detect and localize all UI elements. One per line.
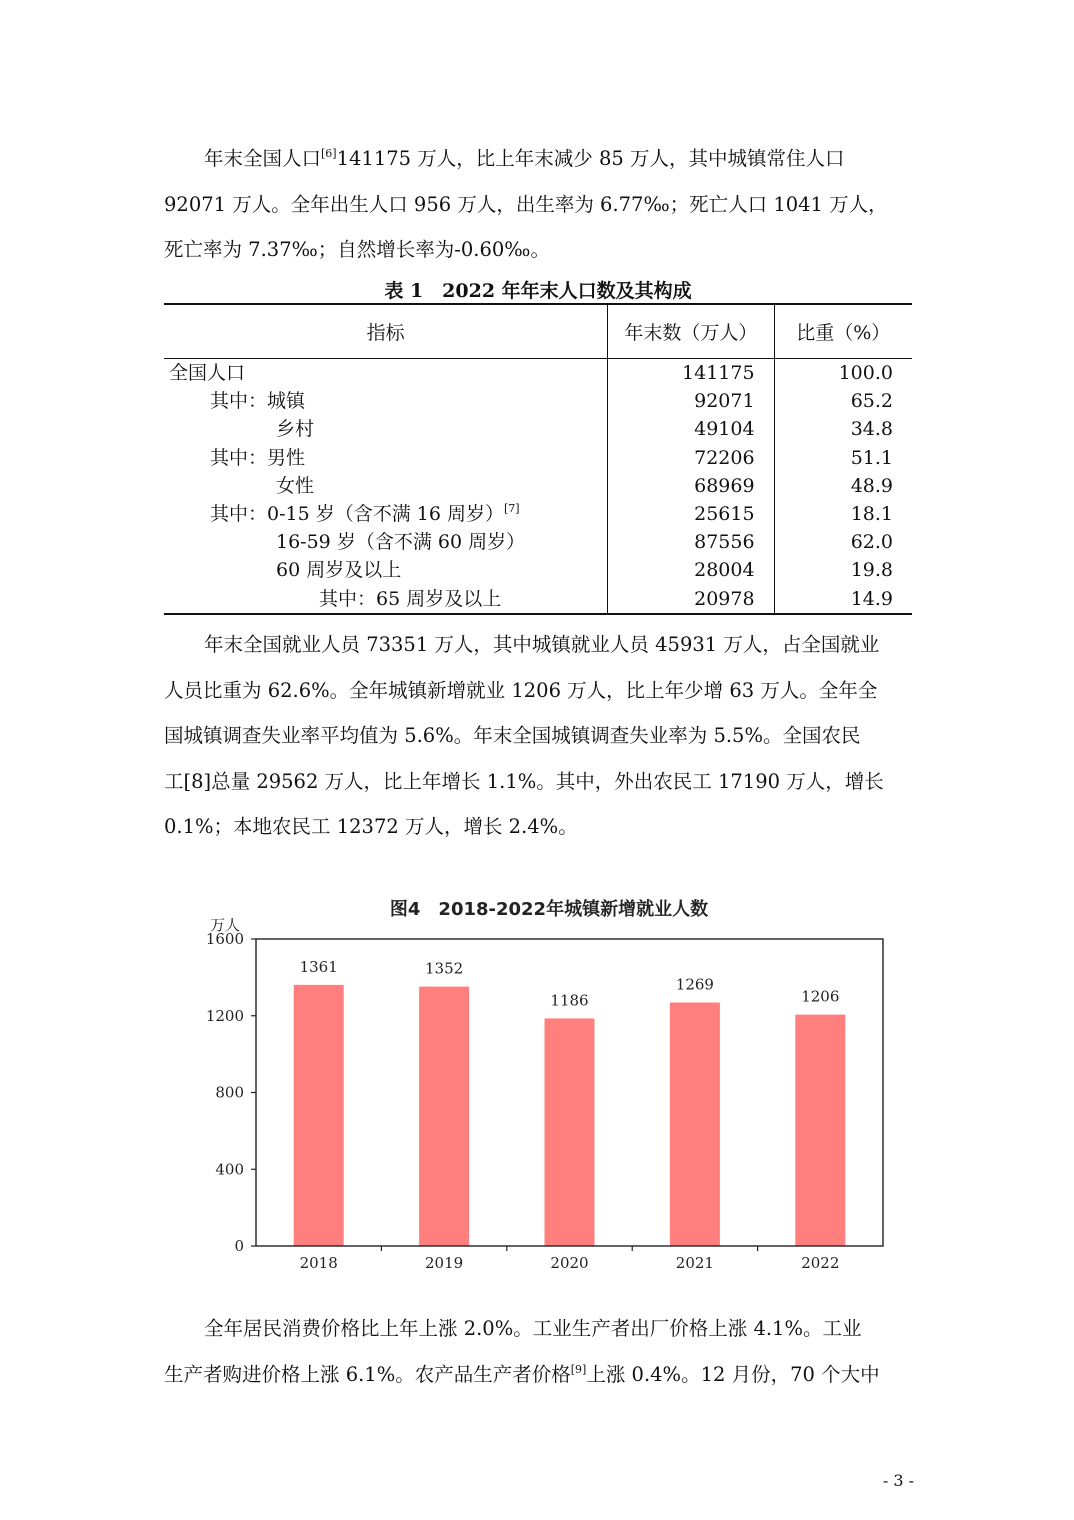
population-paragraph <box>164 136 912 273</box>
paragraph-line: 年末全国人口[6]141175 万人，比上年末减少 85 万人，其中城镇常住人口 <box>204 147 845 170</box>
row-share: 65.2 <box>774 387 912 415</box>
x-tick-label: 2021 <box>675 1254 714 1272</box>
row-label: 其中：男性 <box>210 446 306 469</box>
row-share: 51.1 <box>774 444 912 472</box>
x-tick-label: 2018 <box>299 1254 338 1272</box>
footnote-ref[interactable]: [7] <box>503 502 520 516</box>
paragraph-line: 生产者购进价格上涨 6.1%。农产品生产者价格[9]上涨 0.4%。12 月份，70 个大中 <box>164 1362 880 1386</box>
employment-paragraph <box>164 622 912 850</box>
row-label: 乡村 <box>276 418 315 441</box>
table-row <box>164 415 912 443</box>
table-row <box>164 500 912 528</box>
row-label: 16-59 岁（含不满 60 周岁） <box>276 531 526 554</box>
paragraph-line: 全年居民消费价格比上年上涨 2.0%。工业生产者出厂价格上涨 4.1%。工业 <box>204 1317 862 1340</box>
table-row <box>164 387 912 415</box>
bars-group <box>294 985 846 1246</box>
prices-paragraph <box>164 1306 912 1397</box>
table-header-row <box>164 304 912 359</box>
row-label: 60 周岁及以上 <box>276 559 402 582</box>
footnote-ref[interactable]: [6] <box>321 147 337 160</box>
row-value: 28004 <box>608 556 774 584</box>
row-label: 其中：0-15 岁（含不满 16 周岁）[7] <box>210 502 520 526</box>
population-table <box>164 303 912 615</box>
table-row <box>164 444 912 472</box>
table-row <box>164 472 912 500</box>
data-label: 1206 <box>801 987 840 1006</box>
row-label: 其中：65 周岁及以上 <box>164 585 608 614</box>
row-value: 87556 <box>608 528 774 556</box>
table-row <box>164 556 912 584</box>
y-tick-label: 400 <box>215 1160 244 1179</box>
row-share: 100.0 <box>774 359 912 388</box>
table-row <box>164 359 912 388</box>
chart-title: 图4 2018-2022年城镇新增就业人数 <box>389 899 709 920</box>
bar-2022 <box>795 1015 845 1246</box>
data-label: 1352 <box>425 959 464 978</box>
paragraph-line: 死亡率为 7.37‰；自然增长率为-0.60‰。 <box>164 238 550 261</box>
row-share: 48.9 <box>774 472 912 500</box>
row-share: 62.0 <box>774 528 912 556</box>
header-share: 比重（%） <box>774 304 912 359</box>
paragraph-line: 人员比重为 62.6%。全年城镇新增就业 1206 万人，比上年少增 63 万人。全年全 <box>164 678 878 702</box>
data-label: 1361 <box>299 957 338 976</box>
row-label: 全国人口 <box>169 362 246 385</box>
page-number: - 3 - <box>882 1471 914 1490</box>
table-title: 表 1 2022 年年末人口数及其构成 <box>384 280 692 302</box>
paragraph-line: 国城镇调查失业率平均值为 5.6%。年末全国城镇调查失业率为 5.5%。全国农民 <box>164 724 861 747</box>
y-tick-label: 0 <box>234 1237 244 1255</box>
row-share: 19.8 <box>774 556 912 584</box>
paragraph-line: 年末全国就业人员 73351 万人，其中城镇就业人员 45931 万人，占全国就业 <box>204 633 880 656</box>
y-tick-label: 1200 <box>205 1006 244 1025</box>
x-tick-label: 2022 <box>801 1254 840 1272</box>
x-tick-label: 2020 <box>550 1254 589 1272</box>
x-tick-label: 2019 <box>425 1254 464 1272</box>
bar-2021 <box>670 1003 720 1246</box>
y-tick-label: 800 <box>215 1083 244 1102</box>
data-label: 1269 <box>675 975 714 994</box>
header-year-end-count: 年末数（万人） <box>608 304 774 359</box>
row-label: 女性 <box>276 474 315 497</box>
table-row <box>164 585 912 614</box>
data-label: 1186 <box>550 991 589 1010</box>
y-tick-label: 1600 <box>205 930 244 948</box>
employment-chart <box>175 884 896 1284</box>
row-value: 49104 <box>608 415 774 443</box>
footnote-ref[interactable]: [9] <box>570 1362 587 1376</box>
row-value: 68969 <box>608 472 774 500</box>
y-axis-label: 万人 <box>209 916 241 934</box>
paragraph-line: 92071 万人。全年出生人口 956 万人，出生率为 6.77‰；死亡人口 1041 万人， <box>164 192 888 216</box>
row-value: 25615 <box>608 500 774 528</box>
row-value: 92071 <box>608 387 774 415</box>
bar-chart <box>175 884 896 1284</box>
row-share: 34.8 <box>774 415 912 443</box>
row-label: 其中：城镇 <box>210 390 306 413</box>
bar-2018 <box>294 985 344 1246</box>
row-value: 72206 <box>608 444 774 472</box>
paragraph-line: 工[8]总量 29562 万人，比上年增长 1.1%。其中，外出农民工 17190 万人，增长 <box>164 769 884 793</box>
table-row <box>164 528 912 556</box>
row-value: 141175 <box>608 359 774 388</box>
y-axis-ticks <box>206 930 256 1255</box>
bar-2020 <box>545 1018 595 1246</box>
header-indicator: 指标 <box>164 304 608 359</box>
row-value: 20978 <box>608 585 774 614</box>
row-share: 18.1 <box>774 500 912 528</box>
row-share: 14.9 <box>774 585 912 614</box>
bar-2019 <box>419 987 469 1246</box>
paragraph-line: 0.1%；本地农民工 12372 万人，增长 2.4%。 <box>164 815 578 838</box>
